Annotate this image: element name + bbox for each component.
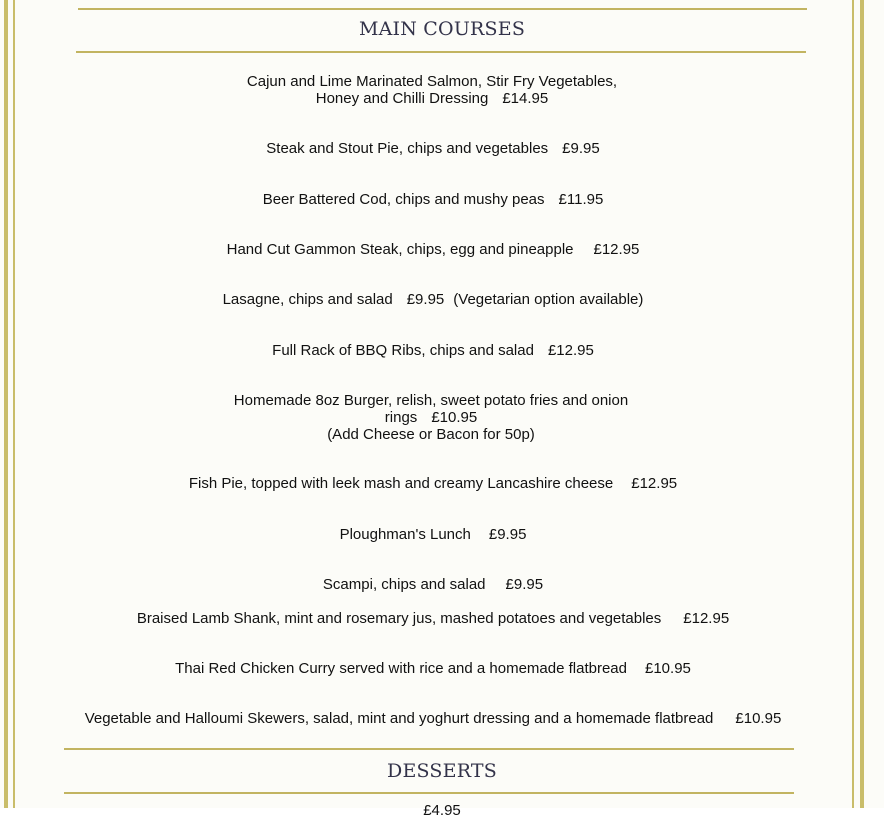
item-name: Hand Cut Gammon Steak, chips, egg and pineapple: [226, 241, 574, 258]
main-courses-bottom-rule: [76, 51, 806, 53]
desserts-first-price-partial: [0, 802, 884, 819]
item-name: Lasagne, chips and salad: [222, 291, 393, 308]
item-price: £4.95: [423, 802, 461, 819]
main-courses-heading: MAIN COURSES: [358, 18, 526, 40]
item-name: Steak and Stout Pie, chips and vegetables: [266, 140, 549, 157]
menu-item-burger: [0, 392, 862, 443]
item-name: Ploughman's Lunch: [339, 526, 471, 543]
item-name-line1: Homemade 8oz Burger, relish, sweet potato fries and onion: [233, 392, 629, 409]
menu-item-fish-pie: [0, 475, 866, 492]
menu-item-halloumi: [0, 710, 866, 727]
item-price: £10.95: [645, 660, 691, 677]
item-name-line2: rings: [384, 409, 418, 426]
menu-item-thai-curry: [0, 660, 866, 677]
item-price: £12.95: [547, 342, 594, 359]
item-name: Vegetable and Halloumi Skewers, salad, mint and yoghurt dressing and a homemade flatbread: [84, 710, 714, 727]
menu-item-lamb-shank: [0, 610, 866, 627]
item-name: Fish Pie, topped with leek mash and creamy Lancashire cheese: [188, 475, 614, 492]
menu-item-lasagne: [0, 291, 866, 308]
item-name: Braised Lamb Shank, mint and rosemary jus, mashed potatoes and vegetables: [136, 610, 662, 627]
menu-item-gammon: [0, 241, 866, 258]
item-price: £9.95: [488, 526, 527, 543]
menu-item-salmon: [0, 73, 864, 107]
item-name: Thai Red Chicken Curry served with rice and a homemade flatbread: [175, 660, 627, 677]
item-name-line2: Honey and Chilli Dressing: [315, 90, 489, 107]
item-note: (Add Cheese or Bacon for 50p): [327, 426, 535, 443]
item-name-line1: Cajun and Lime Marinated Salmon, Stir Fry Vegetables,: [246, 73, 618, 90]
item-price: £12.95: [593, 241, 640, 258]
item-price: £9.95: [562, 140, 600, 157]
desserts-top-rule: [64, 748, 794, 750]
item-price: £12.95: [631, 475, 678, 492]
item-price: £10.95: [431, 409, 478, 426]
item-price: £9.95: [505, 576, 544, 593]
item-name: Full Rack of BBQ Ribs, chips and salad: [272, 342, 534, 359]
desserts-heading: DESSERTS: [387, 760, 497, 782]
item-price: £11.95: [558, 191, 604, 208]
item-note: (Vegetarian option available): [453, 291, 644, 308]
item-price: £14.95: [502, 90, 549, 107]
menu-item-ploughmans: [0, 526, 866, 543]
item-name: Beer Battered Cod, chips and mushy peas: [262, 191, 545, 208]
item-name: Scampi, chips and salad: [322, 576, 486, 593]
item-price: £12.95: [683, 610, 730, 627]
menu-item-scampi: [0, 576, 866, 593]
desserts-bottom-rule: [64, 792, 794, 794]
menu-item-ribs: [0, 342, 866, 359]
item-price: £10.95: [735, 710, 782, 727]
item-price: £9.95: [406, 291, 445, 308]
menu-item-steak-pie: [0, 140, 866, 157]
menu-item-cod: [0, 191, 866, 208]
main-courses-top-rule: [78, 8, 807, 10]
